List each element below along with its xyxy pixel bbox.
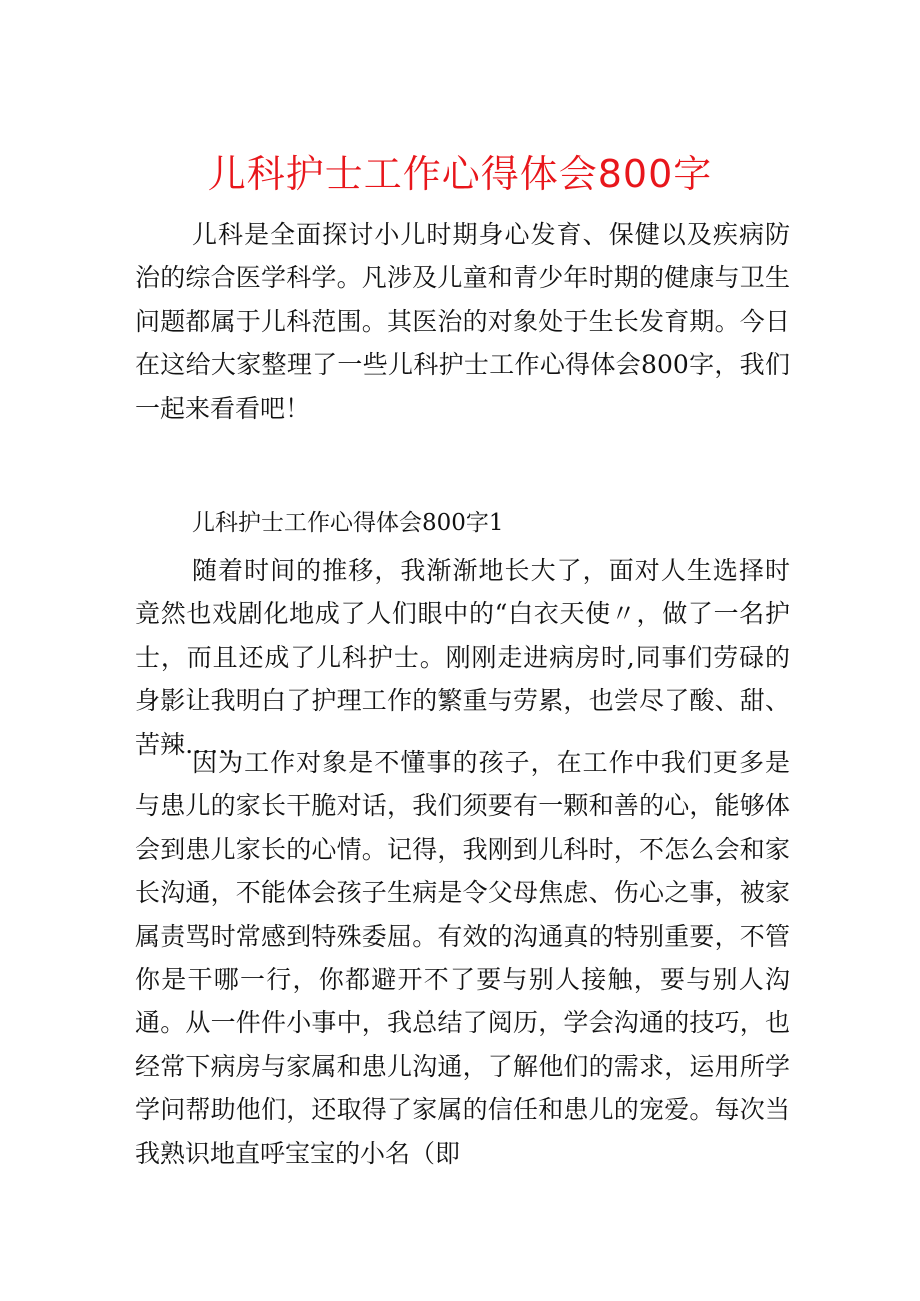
body-paragraph: 随着时间的推移，我渐渐地长大了，面对人生选择时竟然也戏剧化地成了人们眼中的“白衣天使〃，做了一名护士，而且还成了儿科护士。刚刚走进病房时,同事们劳碌的身影让我明白了护理工作的繁重与劳累，也尝尽了酸、甜、苦辣…… [135, 556, 790, 759]
intro-paragraph: 儿科是全面探讨小儿时期身心发育、保健以及疾病防治的综合医学科学。凡涉及儿童和青少年时期的健康与卫生问题都属于儿科范围。其医治的对象处于生长发育期。今日在这给大家整理了一些儿科护士工作心得体会800字，我们一起来看看吧！ [135, 220, 790, 423]
section-heading: 儿科护士工作心得体会800字1 [192, 510, 504, 536]
body-paragraph: 因为工作对象是不懂事的孩子，在工作中我们更多是与患儿的家长干脆对话，我们须要有一颗和善的心，能够体会到患儿家长的心情。记得，我刚到儿科时，不怎么会和家长沟通，不能体会孩子生病是令父母焦虑、伤心之事，被家属责骂时常感到特殊委屈。有效的沟通真的特别重要，不管你是干哪一行，你都避开不了要与别人接触，要与别人沟通。从一件件小事中，我总结了阅历，学会沟通的技巧，也经常下病房与家属和患儿沟通，了解他们的需求，运用所学学问帮助他们，还取得了家属的信任和患儿的宠爱。每次当我熟识地直呼宝宝的小名（即 [135, 748, 790, 1168]
document-title: 儿科护士工作心得体会800字 [207, 152, 713, 196]
